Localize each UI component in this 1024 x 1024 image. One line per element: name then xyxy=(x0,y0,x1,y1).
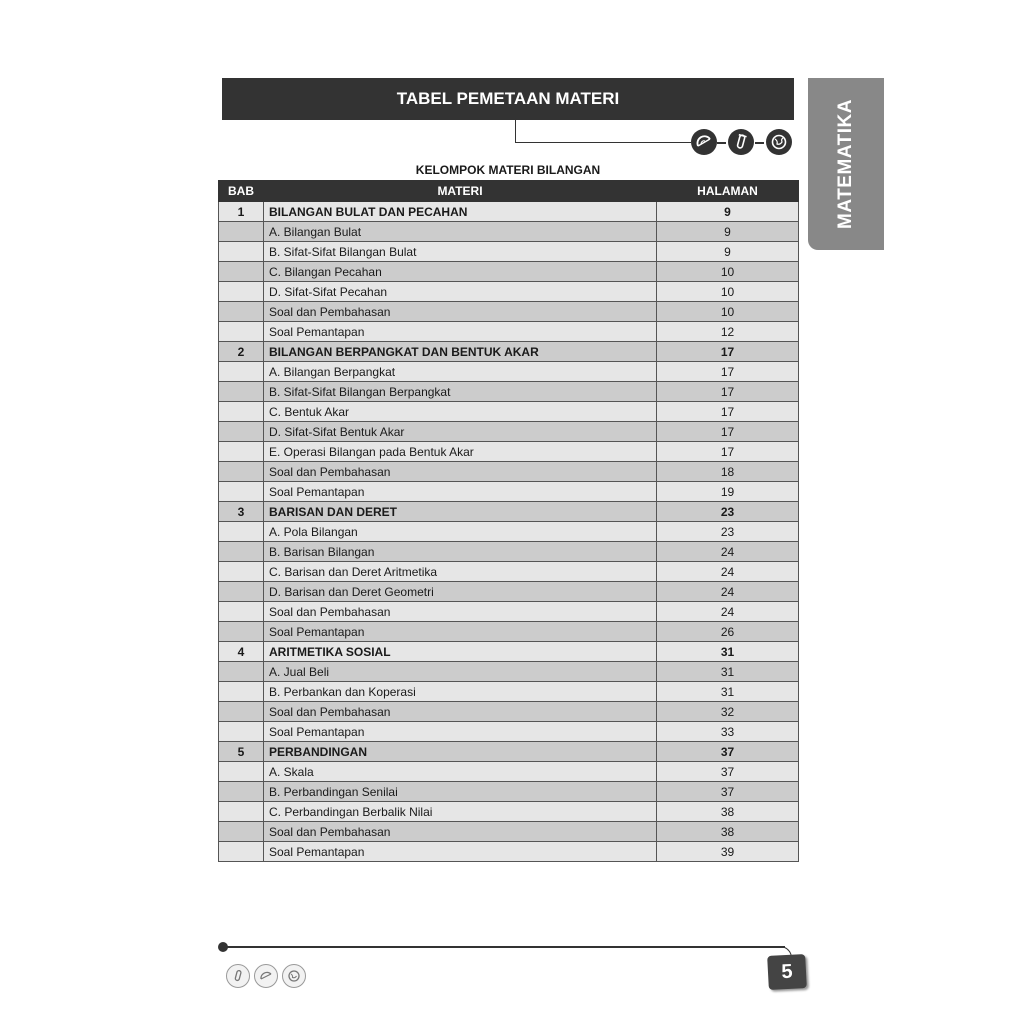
halaman-cell: 23 xyxy=(657,502,799,522)
page-number: 5 xyxy=(767,954,807,990)
test-tube-icon xyxy=(728,129,754,155)
materi-cell: C. Bilangan Pecahan xyxy=(264,262,657,282)
bab-cell xyxy=(219,442,264,462)
halaman-cell: 18 xyxy=(657,462,799,482)
bab-cell xyxy=(219,462,264,482)
bab-cell xyxy=(219,222,264,242)
table-row xyxy=(219,742,799,762)
bab-cell xyxy=(219,762,264,782)
halaman-cell: 17 xyxy=(657,442,799,462)
materi-cell: B. Sifat-Sifat Bilangan Berpangkat xyxy=(264,382,657,402)
materi-cell: B. Perbankan dan Koperasi xyxy=(264,682,657,702)
title-connector-line xyxy=(515,120,691,143)
materi-cell: BARISAN DAN DERET xyxy=(264,502,657,522)
halaman-cell: 10 xyxy=(657,262,799,282)
materi-cell: Soal dan Pembahasan xyxy=(264,462,657,482)
footer-line xyxy=(222,946,785,948)
materi-cell: ARITMETIKA SOSIAL xyxy=(264,642,657,662)
halaman-cell: 10 xyxy=(657,282,799,302)
table-row xyxy=(219,682,799,702)
bab-cell xyxy=(219,702,264,722)
table-row xyxy=(219,322,799,342)
table-row xyxy=(219,222,799,242)
halaman-cell: 38 xyxy=(657,822,799,842)
bab-cell xyxy=(219,802,264,822)
bab-cell xyxy=(219,262,264,282)
materi-cell: A. Jual Beli xyxy=(264,662,657,682)
halaman-cell: 26 xyxy=(657,622,799,642)
table-row xyxy=(219,562,799,582)
materi-cell: C. Bentuk Akar xyxy=(264,402,657,422)
subject-label: MATEMATIKA xyxy=(835,99,856,229)
bab-cell xyxy=(219,582,264,602)
halaman-cell: 17 xyxy=(657,362,799,382)
materi-cell: Soal Pemantapan xyxy=(264,322,657,342)
bab-cell xyxy=(219,302,264,322)
halaman-cell: 17 xyxy=(657,422,799,442)
materi-cell: Soal Pemantapan xyxy=(264,482,657,502)
bab-cell xyxy=(219,542,264,562)
table-row xyxy=(219,502,799,522)
table-row xyxy=(219,442,799,462)
protractor-icon xyxy=(691,129,717,155)
halaman-cell: 24 xyxy=(657,562,799,582)
table-row xyxy=(219,382,799,402)
bab-cell xyxy=(219,242,264,262)
halaman-cell: 37 xyxy=(657,782,799,802)
table-row xyxy=(219,402,799,422)
materi-cell: C. Perbandingan Berbalik Nilai xyxy=(264,802,657,822)
materi-cell: C. Barisan dan Deret Aritmetika xyxy=(264,562,657,582)
bab-cell xyxy=(219,362,264,382)
materi-cell: Soal dan Pembahasan xyxy=(264,602,657,622)
table-row xyxy=(219,782,799,802)
halaman-cell: 33 xyxy=(657,722,799,742)
icon-connector xyxy=(755,142,764,144)
halaman-cell: 12 xyxy=(657,322,799,342)
materi-cell: D. Sifat-Sifat Bentuk Akar xyxy=(264,422,657,442)
bab-cell: 4 xyxy=(219,642,264,662)
materi-cell: Soal Pemantapan xyxy=(264,722,657,742)
materi-cell: A. Bilangan Berpangkat xyxy=(264,362,657,382)
bab-cell xyxy=(219,722,264,742)
halaman-cell: 23 xyxy=(657,522,799,542)
bab-cell xyxy=(219,562,264,582)
page-title-text: TABEL PEMETAAN MATERI xyxy=(396,89,620,108)
table-row xyxy=(219,342,799,362)
bab-cell xyxy=(219,682,264,702)
protractor-icon xyxy=(254,964,278,988)
column-header-halaman: HALAMAN xyxy=(657,181,799,202)
materi-cell: Soal Pemantapan xyxy=(264,622,657,642)
table-row xyxy=(219,522,799,542)
table-row xyxy=(219,762,799,782)
table-row xyxy=(219,822,799,842)
bab-cell xyxy=(219,322,264,342)
halaman-cell: 9 xyxy=(657,202,799,222)
bab-cell xyxy=(219,622,264,642)
materi-cell: A. Pola Bilangan xyxy=(264,522,657,542)
bab-cell xyxy=(219,842,264,862)
halaman-cell: 39 xyxy=(657,842,799,862)
table-header-row xyxy=(219,181,799,202)
halaman-cell: 24 xyxy=(657,542,799,562)
table-row xyxy=(219,722,799,742)
table-row xyxy=(219,282,799,302)
materi-cell: Soal dan Pembahasan xyxy=(264,822,657,842)
materi-cell: PERBANDINGAN xyxy=(264,742,657,762)
halaman-cell: 37 xyxy=(657,742,799,762)
bab-cell xyxy=(219,822,264,842)
table-row xyxy=(219,662,799,682)
materi-cell: Soal dan Pembahasan xyxy=(264,302,657,322)
bab-cell xyxy=(219,662,264,682)
halaman-cell: 19 xyxy=(657,482,799,502)
bab-cell xyxy=(219,602,264,622)
table-row xyxy=(219,362,799,382)
table-row xyxy=(219,602,799,622)
table-row xyxy=(219,462,799,482)
halaman-cell: 17 xyxy=(657,342,799,362)
table-row xyxy=(219,842,799,862)
table-row xyxy=(219,482,799,502)
subject-side-tab xyxy=(808,78,884,250)
halaman-cell: 17 xyxy=(657,402,799,422)
bab-cell: 5 xyxy=(219,742,264,762)
materi-cell: BILANGAN BULAT DAN PECAHAN xyxy=(264,202,657,222)
material-mapping-table xyxy=(218,180,799,862)
materi-cell: B. Perbandingan Senilai xyxy=(264,782,657,802)
bab-cell xyxy=(219,282,264,302)
globe-icon xyxy=(766,129,792,155)
page-title xyxy=(222,78,794,120)
halaman-cell: 32 xyxy=(657,702,799,722)
bab-cell xyxy=(219,382,264,402)
table-body xyxy=(219,202,799,862)
table-row xyxy=(219,302,799,322)
table-row xyxy=(219,802,799,822)
materi-cell: E. Operasi Bilangan pada Bentuk Akar xyxy=(264,442,657,462)
halaman-cell: 17 xyxy=(657,382,799,402)
materi-cell: BILANGAN BERPANGKAT DAN BENTUK AKAR xyxy=(264,342,657,362)
table-row xyxy=(219,422,799,442)
materi-cell: Soal dan Pembahasan xyxy=(264,702,657,722)
halaman-cell: 38 xyxy=(657,802,799,822)
materi-cell: B. Sifat-Sifat Bilangan Bulat xyxy=(264,242,657,262)
materi-cell: Soal Pemantapan xyxy=(264,842,657,862)
halaman-cell: 31 xyxy=(657,662,799,682)
bab-cell xyxy=(219,422,264,442)
table-row xyxy=(219,262,799,282)
halaman-cell: 9 xyxy=(657,222,799,242)
halaman-cell: 31 xyxy=(657,642,799,662)
bab-cell xyxy=(219,522,264,542)
table-row xyxy=(219,642,799,662)
icon-connector xyxy=(717,142,726,144)
materi-cell: A. Skala xyxy=(264,762,657,782)
bab-cell: 2 xyxy=(219,342,264,362)
bab-cell xyxy=(219,402,264,422)
column-header-bab: BAB xyxy=(219,181,264,202)
group-title: KELOMPOK MATERI BILANGAN xyxy=(415,163,601,177)
materi-cell: A. Bilangan Bulat xyxy=(264,222,657,242)
table-row xyxy=(219,622,799,642)
materi-cell: B. Barisan Bilangan xyxy=(264,542,657,562)
table-row xyxy=(219,242,799,262)
bab-cell: 1 xyxy=(219,202,264,222)
table-row xyxy=(219,582,799,602)
bab-cell xyxy=(219,782,264,802)
table-row xyxy=(219,202,799,222)
halaman-cell: 9 xyxy=(657,242,799,262)
bab-cell xyxy=(219,482,264,502)
materi-cell: D. Sifat-Sifat Pecahan xyxy=(264,282,657,302)
bab-cell: 3 xyxy=(219,502,264,522)
test-tube-icon xyxy=(226,964,250,988)
halaman-cell: 24 xyxy=(657,602,799,622)
halaman-cell: 37 xyxy=(657,762,799,782)
table-row xyxy=(219,702,799,722)
halaman-cell: 24 xyxy=(657,582,799,602)
materi-cell: D. Barisan dan Deret Geometri xyxy=(264,582,657,602)
globe-icon xyxy=(282,964,306,988)
column-header-materi: MATERI xyxy=(264,181,657,202)
halaman-cell: 31 xyxy=(657,682,799,702)
table-row xyxy=(219,542,799,562)
halaman-cell: 10 xyxy=(657,302,799,322)
